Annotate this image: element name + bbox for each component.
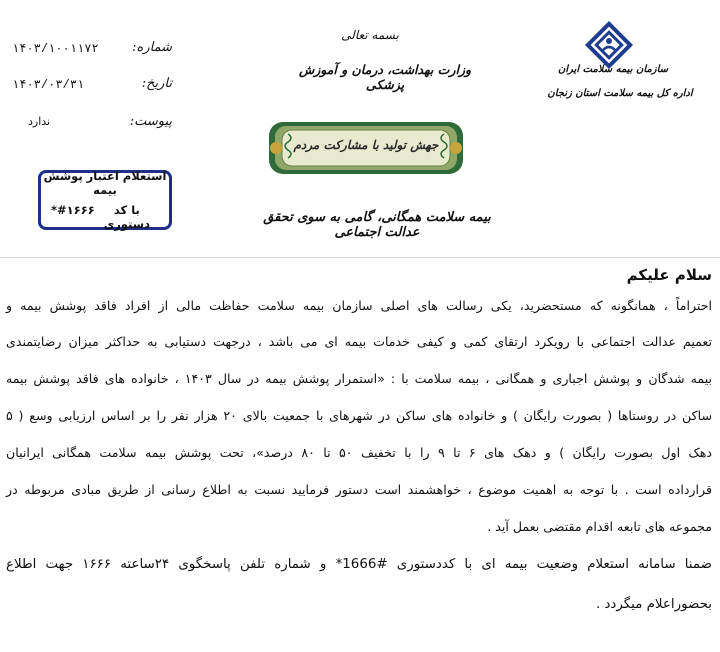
attachment-value: ندارد [28,115,51,128]
body-line: دهک اول بصورت رایگان ) و دهک های ۶ تا ۹ را با تخفیف ۵۰ تا ۸۰ درصد»، تحت پوشش بیمه سلامت همگانی ایرانیان [6,445,713,460]
date-label: تاریخ: [141,76,172,91]
body-line: قرارداده است . با توجه به اهمیت موضوع ، خواهشمند است دستور فرمایید نسبت به اطلاع رسانی از طریق مبادی مربوطه در [6,482,712,497]
body-line: احتراماً ، همانگونه که مستحضرید، یکی رسالت های اصلی سازمان بیمه سلامت حفاظت مالی از افراد فاقد پوشش بیمه و [6,298,712,313]
health-slogan: بیمه سلامت همگانی، گامی به سوی تحقق عدالت اجتماعی [263,210,491,240]
body-line: تعمیم عدالت اجتماعی با رویکرد ارتقای کمی و کیفی خدمات بیمه ای می باشد ، درجهت دستیابی به حداکثر میزان رضایتمندی [6,334,712,349]
greeting: سلام علیکم [626,266,712,284]
body-line: بیمه شدگان و پوشش اجباری و همگانی ، بیمه سلامت با : «استمرار پوشش بیمه در سال ۱۴۰۳ ، خانواده های فاقد پوشش بیمه [6,371,713,386]
number-value: ۱۴۰۳/۱۰۰۱۱۷۲ [12,42,99,56]
bismillah: بسمه تعالی [341,28,399,42]
stamp-line2 [41,203,169,231]
banner-text: جهش تولید با مشارکت مردم [293,138,439,152]
health-insurance-logo-icon [584,20,634,70]
org-province: اداره کل بیمه سلامت استان زنجان [547,88,693,99]
body-line: ضمنا سامانه استعلام وضعیت بیمه ای با کددستوری #1666* و شماره تلفن پاسخگوی ۲۴ساعته ۱۶۶۶ جهت اطلاع [6,557,712,572]
attachment-row [12,114,172,134]
stamp-line1: استعلام اعتبار پوشش بیمه [43,169,167,197]
org-name: سازمان بیمه سلامت ایران [557,64,669,75]
body-line: بحضوراعلام میگردد . [595,597,712,612]
body-line: ساکن در روستاها ( بصورت رایگان ) و خانواده های ساکن در شهرهای با جمعیت بالای ۲۰ هزار نفر را بر اساس ارزیابی وسع ( ۵ [6,408,712,423]
stamp-code-label: با کد دستوری [103,203,150,231]
ministry-title: وزارت بهداشت، درمان و آموزش پزشکی [298,62,472,92]
date-row [12,76,172,96]
body-line: مجموعه های تابعه اقدام مقتضی بعمل آید . [487,519,712,534]
inquiry-stamp [38,170,172,230]
date-value: ۱۴۰۳/۰۳/۳۱ [12,78,85,92]
number-row [12,40,172,60]
header-divider [0,257,720,258]
stamp-code: #۱۶۶۶* [51,203,95,217]
attachment-label: پیوست: [129,114,172,129]
number-label: شماره: [132,40,172,55]
